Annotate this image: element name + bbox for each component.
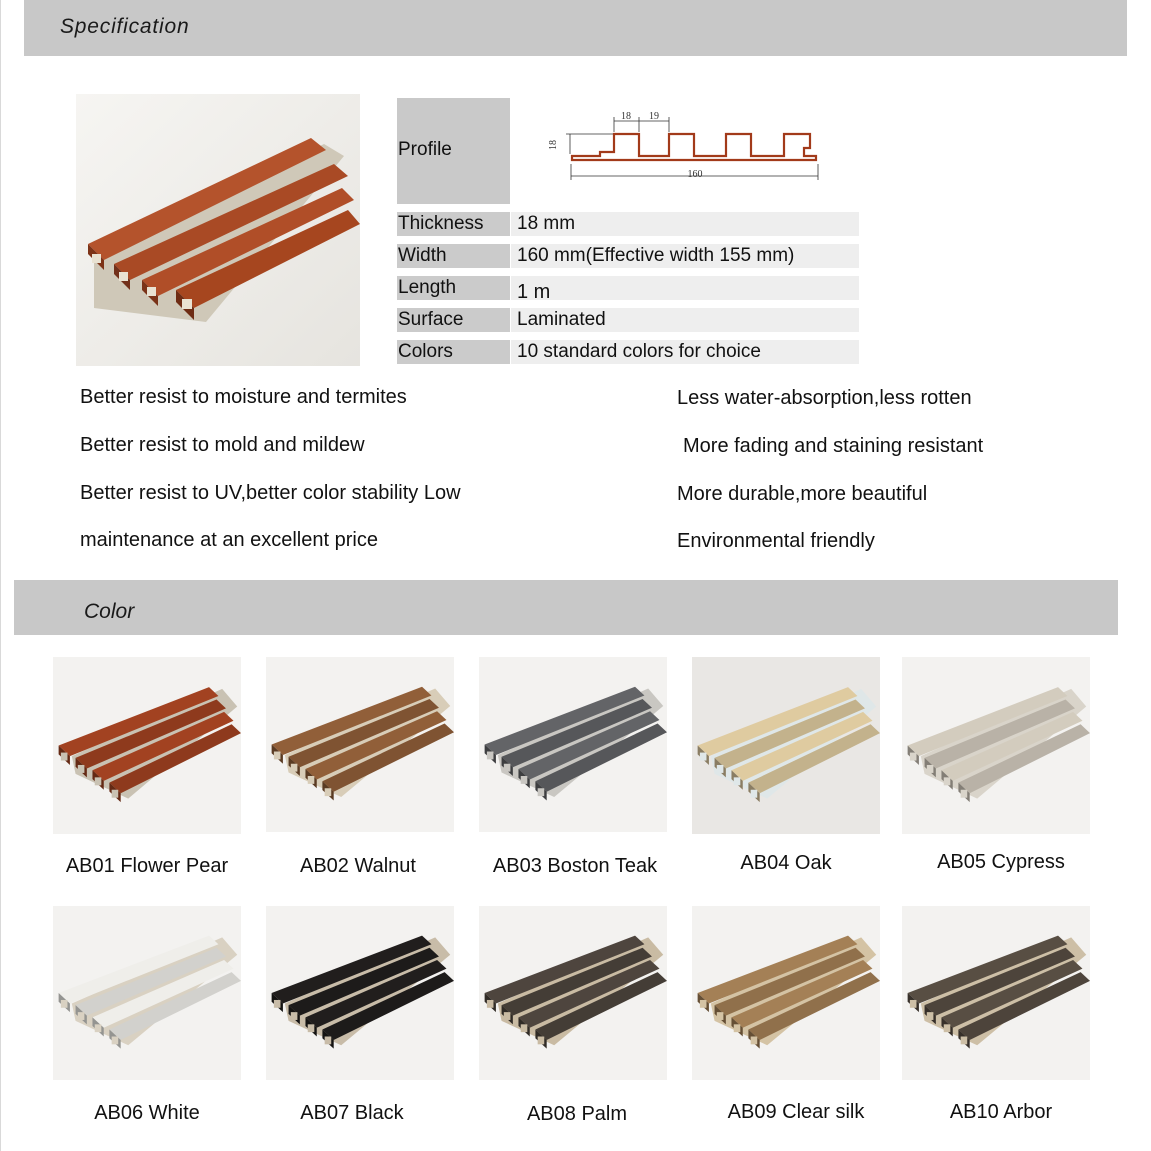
panel-illustration: [53, 657, 241, 834]
panel-rib-hole: [487, 752, 494, 760]
spec-label-surface: Surface: [397, 308, 510, 332]
color-swatch-ab08: [479, 906, 667, 1080]
panel-rib-hole: [291, 1012, 298, 1020]
color-swatch-ab09: [692, 906, 880, 1080]
color-label-ab09: AB09 Clear silk: [727, 1101, 865, 1123]
specification-title: Specification: [60, 15, 190, 38]
panel-rib-hole: [487, 1000, 494, 1008]
panel-illustration: [266, 906, 454, 1080]
profile-dim-a: 18: [621, 111, 631, 122]
color-swatch-ab10: [902, 906, 1090, 1080]
panel-illustration: [902, 906, 1090, 1080]
panel-illustration: [266, 657, 454, 832]
color-swatch-ab07: [266, 906, 454, 1080]
feature-left-2: Better resist to mold and mildew: [80, 434, 365, 456]
color-swatch-ab04: [692, 657, 880, 834]
panel-rib-hole: [61, 1000, 68, 1008]
panel-rib-hole: [504, 764, 511, 772]
panel-rib-hole: [112, 1037, 119, 1045]
profile-dim-height: 18: [548, 140, 559, 150]
spec-value-length: 1 m: [511, 276, 859, 300]
profile-dim-b: 19: [649, 111, 659, 122]
panel-rib-hole: [538, 1037, 545, 1045]
page-edge-line: [0, 0, 1, 1151]
spec-label-width: Width: [397, 244, 510, 268]
feature-left-4: maintenance at an excellent price: [80, 529, 378, 551]
spec-value-thickness: 18 mm: [511, 212, 859, 236]
spec-value-colors: 10 standard colors for choice: [511, 340, 859, 364]
color-swatch-ab02: [266, 657, 454, 832]
panel-rib-hole: [717, 765, 724, 773]
panel-illustration: [692, 906, 880, 1080]
feature-right-1: Less water-absorption,less rotten: [677, 387, 972, 409]
panel-rib-hole: [95, 777, 102, 785]
color-label-ab05: AB05 Cypress: [937, 851, 1065, 873]
panel-rib-hole: [78, 765, 85, 773]
panel-rib-hole: [538, 788, 545, 796]
panel-rib-hole: [308, 1024, 315, 1032]
panel-illustration: [53, 906, 241, 1080]
panel-rib-hole: [274, 752, 281, 760]
spec-value-surface: Laminated: [511, 308, 859, 332]
color-label-ab02: AB02 Walnut: [300, 855, 416, 877]
color-label-ab04: AB04 Oak: [740, 852, 832, 874]
panel-rib-hole: [927, 765, 934, 773]
panel-rib-hole: [274, 1000, 281, 1008]
color-label-ab06: AB06 White: [94, 1102, 200, 1124]
color-swatch-ab03: [479, 657, 667, 832]
spec-value-width: 160 mm(Effective width 155 mm): [511, 244, 859, 268]
panel-illustration: [902, 657, 1090, 834]
color-swatch-ab06: [53, 906, 241, 1080]
panel-rib-hole: [700, 753, 707, 761]
spec-label-colors: Colors: [397, 340, 510, 364]
profile-dim-width: 160: [687, 169, 703, 180]
panel-rib-hole: [717, 1012, 724, 1020]
panel-rib-hole: [308, 776, 315, 784]
color-label-ab10: AB10 Arbor: [949, 1101, 1053, 1123]
panel-rib-hole: [325, 788, 332, 796]
profile-label: Profile: [398, 139, 452, 160]
color-swatch-ab01: [53, 657, 241, 834]
panel-rib-hole: [961, 790, 968, 798]
product-photo-main: [76, 94, 360, 366]
panel-illustration: [479, 906, 667, 1080]
panel-rib-hole: [521, 1024, 528, 1032]
panel-rib-hole: [291, 764, 298, 772]
feature-right-3: More durable,more beautiful: [677, 483, 928, 505]
panel-illustration: [479, 657, 667, 832]
panel-rib-hole: [927, 1012, 934, 1020]
panel-rib-hole: [78, 1012, 85, 1020]
profile-label-cell: [397, 98, 510, 204]
feature-left-3: Better resist to UV,better color stability Low: [80, 482, 461, 504]
feature-right-4: Environmental friendly: [677, 530, 875, 552]
panel-rib-hole: [734, 1024, 741, 1032]
panel-illustration: [692, 657, 880, 834]
panel-rib-hole: [910, 753, 917, 761]
panel-rib-hole: [751, 790, 758, 798]
color-label-ab01: AB01 Flower Pear: [65, 855, 229, 877]
wall-panel-illustration: [76, 94, 360, 366]
panel-rib-hole: [944, 777, 951, 785]
panel-rib-hole: [504, 1012, 511, 1020]
color-header-bar: [14, 580, 1118, 635]
panel-rib-hole: [944, 1024, 951, 1032]
color-label-ab03: AB03 Boston Teak: [492, 855, 658, 877]
panel-rib-hole: [95, 1024, 102, 1032]
panel-rib-hole: [910, 1000, 917, 1008]
feature-left-1: Better resist to moisture and termites: [80, 386, 407, 408]
color-label-ab08: AB08 Palm: [526, 1103, 628, 1125]
color-swatch-ab05: [902, 657, 1090, 834]
profile-cross-section-diagram: [540, 104, 830, 186]
spec-label-thickness: Thickness: [397, 212, 510, 236]
panel-rib-hole: [961, 1037, 968, 1045]
color-label-ab07: AB07 Black: [300, 1102, 404, 1124]
panel-rib-hole: [734, 777, 741, 785]
panel-rib-hole: [325, 1037, 332, 1045]
spec-label-length: Length: [397, 276, 510, 300]
panel-rib-hole: [61, 753, 68, 761]
panel-rib-hole: [112, 790, 119, 798]
feature-right-2: More fading and staining resistant: [683, 435, 984, 457]
panel-rib-hole: [700, 1000, 707, 1008]
profile-drawing: [540, 104, 830, 186]
color-title: Color: [84, 600, 135, 623]
panel-rib-hole: [521, 776, 528, 784]
panel-rib-hole: [751, 1037, 758, 1045]
